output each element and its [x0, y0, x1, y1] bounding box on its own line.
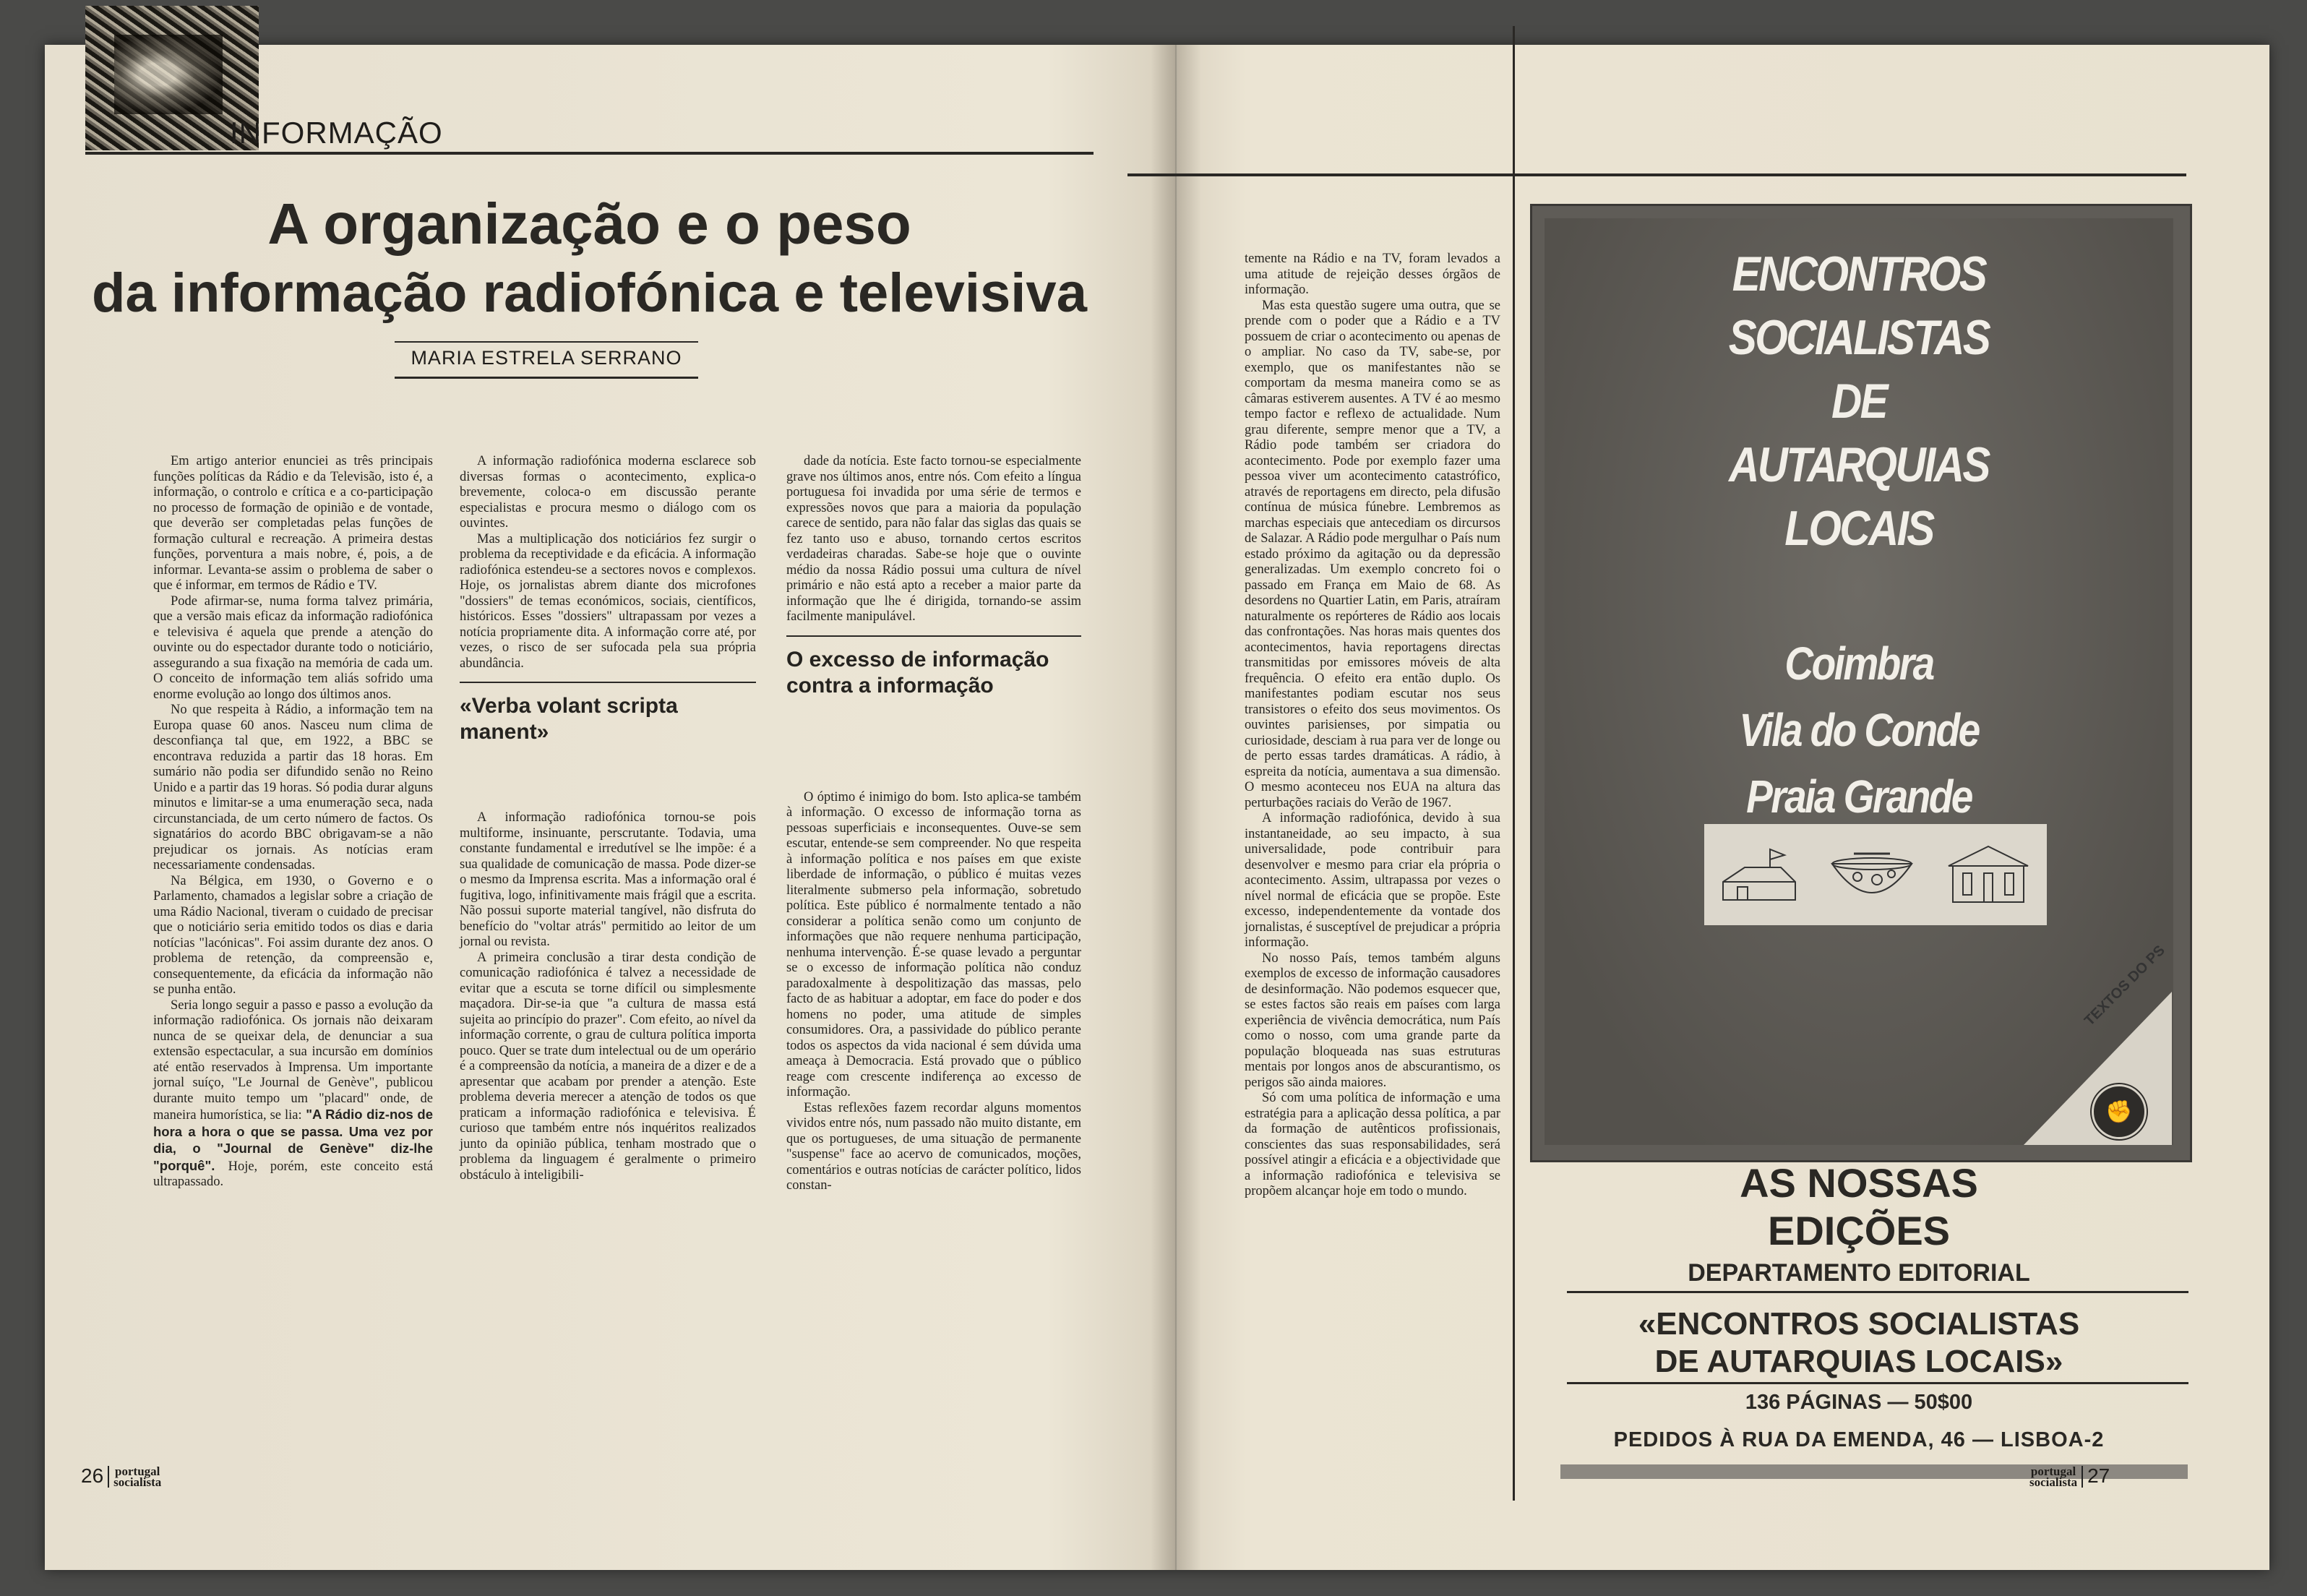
article-column-3	[786, 454, 1081, 1194]
masthead-line-2: socialista	[2029, 1475, 2078, 1489]
folio-left	[81, 1464, 161, 1488]
subhead-rule	[786, 635, 1081, 637]
town-hall-icon	[1941, 841, 2035, 909]
right-top-rule	[1127, 173, 2186, 176]
masthead-line-2: socialista	[113, 1475, 162, 1489]
subhead-rule	[460, 682, 756, 683]
ad-title-line: AUTARQUIAS	[1729, 437, 1989, 492]
paragraph: temente na Rádio e na TV, foram levados a uma atitude de rejeição desses órgãos de informação.	[1245, 252, 1500, 297]
promo-rule-1	[1567, 1291, 2188, 1293]
byline: MARIA ESTRELA SERRANO	[395, 341, 697, 379]
page-gutter	[1151, 45, 1201, 1570]
ad-title-line: ENCONTROS	[1732, 246, 1986, 301]
quote-tail: Hoje, porém, este conceito está ultrapassado.	[153, 1159, 433, 1189]
article-column-1	[153, 454, 433, 1190]
paragraph: Mas a multiplicação dos noticiários fez surgir o problema da receptividade e da eficácia. A informação radiofónica estendeu-se a sectores novos e complexos. Hoje, os jornalistas abrem diante dos microfones "dossiers" de temas económicos, sociais, científicos, históricos. Esses "dossiers" ultrapassam por vezes a notícia propriamente dita. A informação corre até, por vezes, o risco de ser sufocada pela sua própria abundância.	[460, 531, 756, 671]
byline-container	[0, 341, 1093, 379]
bowl-icon	[1825, 842, 1919, 907]
promo-pages-price: 136 PÁGINAS — 50$00	[1745, 1391, 1973, 1414]
paragraph: No que respeita à Rádio, a informação tem na Europa quase 60 anos. Nasceu num clima de desconfiança tal que, em 1922, a BBC se encontrava reduzida a partir das 18 horas. Em sumário não podia ser difundido senão no Reino Unido e a partir das 19 horas. Só podia durar alguns minutos e limitar-se a uma enumeração seca, nada circunstanciada, de um certo número de factos. Os signatários do acordo BBC obrigavam-se a não prejudicar os jornais. As notícias eram necessariamente condensadas.	[153, 703, 433, 872]
promo-heading-line-2: EDIÇÕES	[1767, 1208, 1951, 1253]
page-number-left: 26	[81, 1464, 104, 1487]
ad-corner-label: TEXTOS DO PS	[2082, 942, 2168, 1029]
promo-order-address: PEDIDOS À RUA DA EMENDA, 46 — LISBOA-2	[1613, 1428, 2105, 1451]
ad-illustration	[1704, 824, 2047, 925]
article-column-4	[1245, 252, 1500, 1200]
masthead-line-1: portugal	[2030, 1464, 2076, 1478]
ad-place: Vila do Conde	[1739, 704, 1979, 756]
headline-line-1: A organização e o peso	[267, 192, 911, 256]
masthead-logo-right	[2029, 1466, 2083, 1488]
paragraph: A informação radiofónica moderna esclarece sob diversas formas o acontecimento, explica-o brevemente, coloca-o em discussão perante especialistas e procura mesmo o diálogo com os ouvintes.	[460, 454, 756, 531]
fist-emblem-icon: ✊	[2092, 1084, 2147, 1139]
ad-place: Praia Grande	[1746, 771, 1972, 823]
promo-heading-line-1: AS NOSSAS	[1740, 1160, 1978, 1206]
paragraph: Estas reflexões fazem recordar alguns momentos vividos entre nós, num passado não muito distante, em que os portugueses, de uma situação de permanente "suspense" face ao acervo de comunicados, moções, comentários e outras notícias de carácter político, lidos constan-	[786, 1100, 1081, 1193]
page-number-right: 27	[2087, 1464, 2110, 1487]
section-label: INFORMAÇÃO	[230, 116, 443, 150]
paragraph: A primeira conclusão a tirar desta condição de comunicação radiofónica é talvez a necessidade de evitar que a escuta se torne difícil ou simplesmente maçadora. Dir-se-ia que "a cultura de massa está sujeita ao princípio do prazer". Com efeito, ao nível da informação corrente, o grau de cultura política importa pouco. Quer se trate dum intelectual ou de um operário é a compreensão da notícia, a maneira de a dizer e de a apresentar que acabam por prender a atenção. Este problema deveria merecer a atenção de todos os que praticam a informação radiofónica e televisiva. É curioso que também entre nós inquéritos realizados junto da opinião pública, tenham mostrado que o problema da linguagem é geralmente o primeiro obstáculo à inteligibili-	[460, 950, 756, 1183]
ad-place: Coimbra	[1784, 638, 1933, 690]
paragraph: dade da notícia. Este facto tornou-se especialmente grave nos últimos anos, entre nós. Com efeito a língua portuguesa foi invadida por uma série de termos e expressões novos que para a maioria da população carece de sentido, para não falar das siglas das quais se fez tanto uso e abuso, tornando certos escritos verdadeiras charadas. Sabe-se hoje que o ouvinte médio da nossa Rádio possui uma cultura de nível primário e não está apto a receber a maior parte da informação que lhe é dirigida, tornando-se assim facilmente manipulável.	[786, 454, 1081, 624]
promo-heading	[1530, 1159, 2188, 1255]
paragraph: Em artigo anterior enunciei as três principais funções políticas da Rádio e da Televisão, isto é, a informação, o controlo e crítica e a co-participação no processo de formação de opinião e de vontade, que deverão ser completadas pelas funções de formação cultural e recreação. A primeira destas funções, porventura a mais nobre, é, pois, a de informar. Levanta-se assim o problema de saber o que é informar, em termos de Rádio e TV.	[153, 454, 433, 593]
paragraph: A informação radiofónica, devido à sua instantaneidade, ao seu impacto, à sua universalidade, pode contribuir para desenvolver e mesmo para criar ela própria o acontecimento. Assim, ultrapassa por vezes o nível normal de eficácia que se propõe. Este excesso, independentemente da vontade dos jornalistas, é susceptível de prejudicar a própria informação.	[1245, 811, 1500, 950]
paragraph: Seria longo seguir a passo e passo a evolução da informação radiofónica. Os jornais não deixaram nunca de se queixar dela, de denunciar a sua extensão espectacular, a sua incursão em domínios até então reservados à Imprensa. Um importante jornal suíço, "Le Journal de Genève", publicou durante muito tempo um "placard" onde, de maneira humorística, se lia: "A Rádio diz-nos de hora a hora o que se passa. Uma vez por dia, o "Journal de Genève" diz-lhe "porquê". Hoje, porém, este conceito está ultrapassado.	[153, 998, 433, 1189]
column-divider	[1513, 26, 1515, 1501]
paragraph: A informação radiofónica tornou-se pois multiforme, insinuante, perscrutante. Todavia, uma constante fundamental e irredutível se lhe impõe: é a sua qualidade de comunicação de massa. Pode dizer-se o mesmo da Imprensa escrita. Mas a informação oral é fugitiva, logo, infinitivamente mais frágil que a escrita. Não possui suporte material tangível, não disfruta do benefício do "voltar atrás" permitido ao leitor de um jornal ou revista.	[460, 810, 756, 949]
paragraph: No nosso País, temos também alguns exemplos de excesso de informação causadores de desinformação. Não podemos esquecer que, se estes factos são reais em países com larga experiência de vivência democrática, num País como o nosso, com uma grande parte da população bloqueada nas suas estruturas mentais por longos anos de abscurantismo, os perigos são ainda maiores.	[1245, 951, 1500, 1090]
quote: "A Rádio diz-nos de hora a hora o que se passa. Uma vez por dia, o "Journal de Genève" diz-lhe "porquê".	[153, 1107, 433, 1173]
ad-places	[1589, 630, 2129, 830]
promo-rule-2	[1567, 1382, 2188, 1384]
ad-title-line: SOCIALISTAS	[1728, 310, 1990, 365]
paragraph: Pode afirmar-se, numa forma talvez primária, que a versão mais eficaz da informação radiofónica e televisiva é aquela que prende a atenção do ouvinte ou do espectador durante todo o noticiário, assegurando a sua fixação na memória de cada um. O conceito de informação tem aliás sofrido uma enorme evolução ao longo dos últimos anos.	[153, 593, 433, 702]
paragraph: Só com uma política de informação e uma estratégia para a aplicação dessa política, a par da formação de autênticos profissionais, conscientes das suas responsabilidades, será possível atingir a eficácia e a objectividade que a informação radiofónica e televisiva se propõem alcançar hoje em todo o mundo.	[1245, 1091, 1500, 1198]
ad-title	[1589, 242, 2129, 560]
folio-right	[2029, 1464, 2110, 1488]
book-title-line-1: «ENCONTROS SOCIALISTAS	[1638, 1306, 2080, 1342]
masthead-line-1: portugal	[115, 1464, 160, 1478]
masthead-logo-left	[108, 1466, 161, 1488]
paragraph: Mas esta questão sugere uma outra, que se prende com o poder que a Rádio e a TV possuem de criar o acontecimento ou apenas de o ampliar. No caso da TV, sabe-se, por exemplo, que os manifestantes não se comportam da mesma maneira como se as câmaras estiverem ausentes. A TV é ao mesmo tempo factor e reflexo de actualidade. Num grau diferente, sempre menor que a TV, a Rádio pode também ser criadora do acontecimento. Pode por exemplo fazer uma pessoa viver um acontecimento catastrófico, através de reportagens em directo, pela difusão contínua de música fúnebre. Lembremos as marchas especiais que antecediam os dircursos de Salazar. A Rádio pode mergulhar o País num estado próximo da agitação ou da depressão generalizadas. Um exemplo concreto foi o passado em França em Maio de 68. As desordens no Quartier Latin, em Paris, atraíram naturalmente os repórteres de Rádio aos locais das confrontações. Nas horas mais quentes dos acontecimentos, havia reportagens directas transmitidas por emissores móveis de alta frequência. O efeito era então duplo. Os manifestantes podiam escutar nos seus transistores o efeito dos seus movimentos. Os ouvintes parisienses, por simpatia ou curiosidade, desciam à rua para ver de longe ou de perto essas tardes dramáticas. A rádio, à espreita da notícia, aumentava a sua dimensão. O mesmo aconteceu nos EUA na altura das perturbações raciais do Verão de 1967.	[1245, 298, 1500, 810]
promo-department: DEPARTAMENTO EDITORIAL	[1688, 1259, 2030, 1287]
ad-title-line: DE	[1831, 374, 1887, 429]
house-icon	[1716, 842, 1803, 907]
book-title-line-2: DE AUTARQUIAS LOCAIS»	[1654, 1344, 2063, 1379]
article-column-2	[460, 454, 756, 1183]
paragraph: O óptimo é inimigo do bom. Isto aplica-se também à informação. O excesso de informação torna as pessoas superficiais e inconsequentes. Ouve-se sem escutar, entende-se sem compreender. No que respeita à informação política e nos países em que existe liberdade de informação, o público é muitas vezes literalmente submerso pela informação, sobretudo política. Este público é normalmente tentado a não considerar a política senão como um conjunto de informações que não requere nenhuma participação, nenhuma intervenção. É-se quase levado a perguntar se o excesso de informação política não conduz paradoxalmente à despolitização das massas, pelo facto de as habituar a adoptar, em face do poder e dos homens no poder, uma atitude de simples consumidores. Ora, a passividade do público perante todos os aspectos da vida nacional é sem dúvida uma ameaça à Democracia. Está provado que o público reage com crescente indiferença ao excesso de informação.	[786, 789, 1081, 1099]
subheading: «Verba volant scripta manent»	[460, 694, 678, 744]
promo-book-title	[1530, 1305, 2188, 1381]
article-headline	[85, 189, 1094, 328]
headline-line-2: da informação radiofónica e televisiva	[92, 262, 1087, 324]
ad-title-line: LOCAIS	[1784, 501, 1933, 556]
subheading: O excesso de informação contra a informação	[786, 647, 1049, 698]
paragraph: Na Bélgica, em 1930, o Governo e o Parlamento, chamados a legislar sobre a criação de uma Rádio Nacional, tiveram o cuidado de precisar que o noticiário seria emitido todos os dias e daria notícias "lacónicas". Foi assim durante dez anos. O problema de retenção, da compreensão e, consequentemente, da eficácia da informação não se punha então.	[153, 873, 433, 997]
section-rule	[85, 152, 1094, 155]
